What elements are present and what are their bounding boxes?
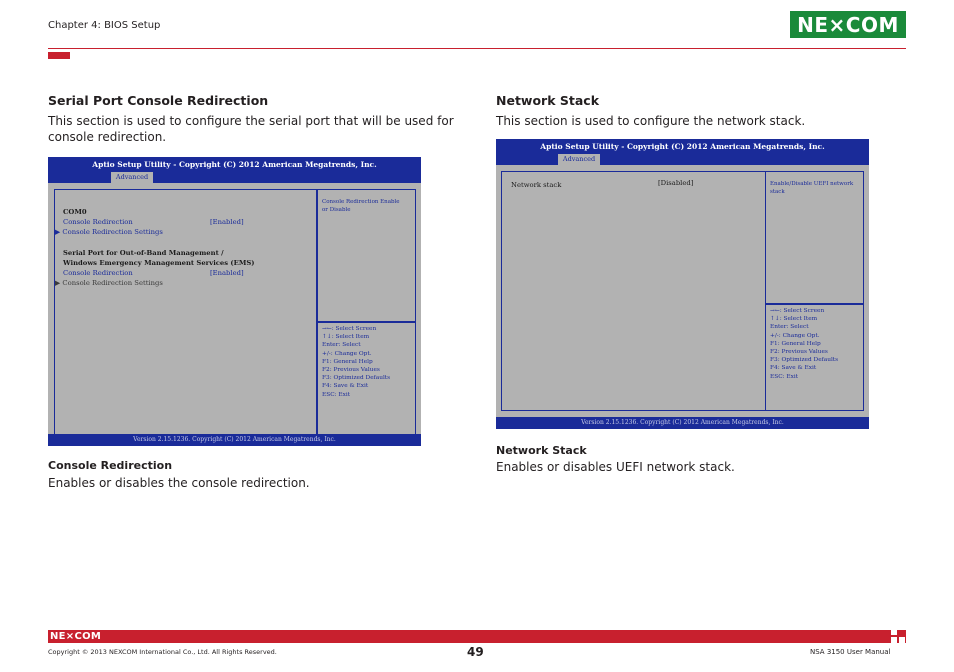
help-line-1: Console Redirection Enable: [322, 199, 400, 205]
header-rule: [48, 48, 906, 49]
help-line-1: Enable/Disable UEFI network: [770, 181, 854, 187]
footer-nexcom-logo: NE×COM: [50, 631, 102, 642]
bios-help-panel: [765, 171, 864, 305]
nexcom-logo: NE×COM: [790, 11, 906, 38]
bios-tab-advanced[interactable]: Advanced: [111, 172, 153, 183]
footer-squares-icon: [891, 629, 905, 643]
key-help-list: →←: Select Screen ↑↓: Select Item Enter: Select +/-: Change Opt. F1: General Help F2: Previous Values F3: Optimized Defaults F4: Save & Exit ESC: Exit: [770, 308, 839, 380]
arrow-right-icon: ▶: [55, 279, 61, 287]
console-redirection-option[interactable]: Console Redirection: [63, 218, 133, 226]
console-redirection-settings-label: Console Redirection Settings: [62, 228, 163, 236]
copyright-text: Copyright © 2013 NEXCOM International Co., Ltd. All Rights Reserved.: [48, 648, 277, 656]
com0-label: COM0: [63, 208, 87, 216]
bios-main-panel: [54, 189, 318, 435]
bios-main-panel: [501, 171, 766, 411]
header-red-block: [48, 52, 70, 59]
bios-keys-panel: [316, 321, 416, 435]
bios-keys-panel: [765, 303, 864, 411]
bios-screen-serial-port: [48, 157, 421, 446]
sub-text-network-stack: Enables or disables UEFI network stack.: [496, 460, 735, 474]
sub-heading-network-stack: Network Stack: [496, 444, 587, 457]
help-line-2: stack: [770, 189, 785, 195]
key-help-list: →←: Select Screen ↑↓: Select Item Enter: Select +/-: Change Opt. F1: General Help F2: Previous Values F3: Optimized Defaults F4: Save & Exit ESC: Exit: [322, 326, 391, 398]
manual-name: NSA 3150 User Manual: [810, 648, 891, 656]
console-redirection-option-ems[interactable]: Console Redirection: [63, 269, 133, 277]
bios-tab-bar: [48, 172, 421, 183]
console-redirection-settings-item[interactable]: [55, 228, 163, 236]
chapter-label: Chapter 4: BIOS Setup: [48, 20, 161, 31]
bios-title: Aptio Setup Utility - Copyright (C) 2012 American Megatrends, Inc.: [496, 139, 869, 154]
bios-help-panel: [316, 189, 416, 323]
bios-title: Aptio Setup Utility - Copyright (C) 2012 American Megatrends, Inc.: [48, 157, 421, 172]
sub-heading-console-redirection: Console Redirection: [48, 459, 173, 472]
bios-footer: Version 2.15.1236. Copyright (C) 2012 American Megatrends, Inc.: [496, 417, 869, 429]
sub-text-console-redirection: Enables or disables the console redirection.: [48, 476, 310, 490]
bios-screen-network-stack: [496, 139, 869, 429]
arrow-right-icon: ▶: [55, 228, 61, 236]
oob-heading-line2: Windows Emergency Management Services (EMS): [63, 259, 255, 267]
help-line-2: or Disable: [322, 207, 351, 213]
bios-tab-advanced[interactable]: Advanced: [558, 154, 600, 165]
footer-bar: [48, 630, 906, 643]
section-heading-serial-port: Serial Port Console Redirection: [48, 93, 269, 108]
page-number: 49: [467, 645, 484, 659]
network-stack-option[interactable]: Network stack: [511, 181, 562, 189]
section-intro-serial-port: This section is used to configure the serial port that will be used for console redirection.: [48, 114, 454, 144]
section-heading-network-stack: Network Stack: [496, 93, 600, 108]
oob-heading-line1: Serial Port for Out-of-Band Management /: [63, 249, 224, 257]
console-redirection-value[interactable]: [Enabled]: [210, 218, 244, 226]
bios-footer: Version 2.15.1236. Copyright (C) 2012 American Megatrends, Inc.: [48, 434, 421, 446]
section-intro-network-stack: This section is used to configure the network stack.: [496, 114, 806, 128]
console-redirection-settings-label-ems: Console Redirection Settings: [62, 279, 163, 287]
network-stack-value[interactable]: [Disabled]: [658, 179, 694, 187]
console-redirection-value-ems[interactable]: [Enabled]: [210, 269, 244, 277]
console-redirection-settings-item-ems[interactable]: [55, 279, 163, 287]
bios-tab-bar: [496, 154, 869, 165]
